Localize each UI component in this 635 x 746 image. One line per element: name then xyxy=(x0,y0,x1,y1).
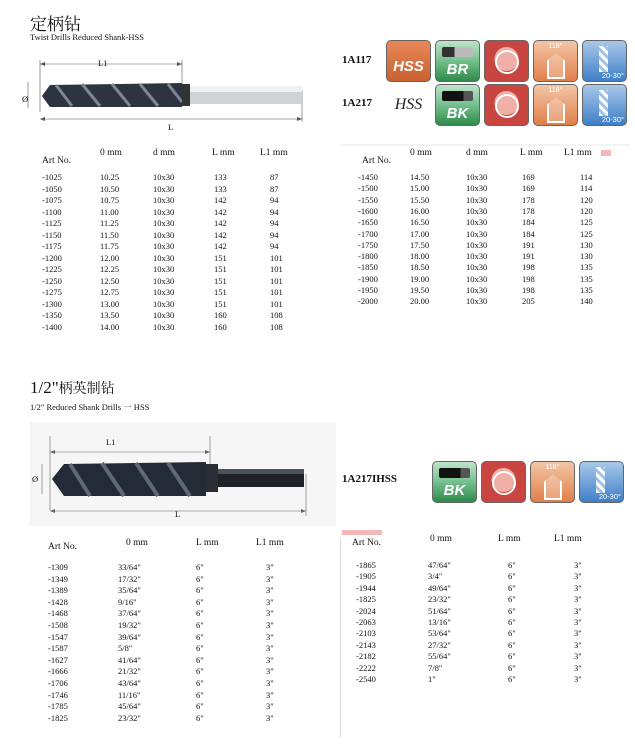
col-header-art-no: Art No. xyxy=(352,538,382,548)
table-cell: -1349 xyxy=(48,573,68,584)
table-cell: 6" xyxy=(508,662,516,673)
table-cell: 10x30 xyxy=(466,251,488,262)
table-cell: 3" xyxy=(266,608,274,619)
table-cell: 140 xyxy=(580,296,593,307)
table-cell: 7/8" xyxy=(428,662,443,673)
table-cell: -1850 xyxy=(358,262,378,273)
section1-subtitle: Twist Drills Reduced Shank-HSS xyxy=(30,32,144,42)
table-cell: -1450 xyxy=(358,172,378,182)
table-cell: 11.75 xyxy=(100,241,119,251)
table-cell: 6" xyxy=(508,582,516,593)
point-angle-icon: 118° xyxy=(533,40,578,82)
table-cell: 6" xyxy=(196,620,204,630)
table-cell: 6" xyxy=(508,560,516,570)
table-cell: 19/32" xyxy=(118,620,141,630)
table-cell: 114 xyxy=(580,183,593,194)
table-cell: 9/16" xyxy=(118,596,137,607)
table-cell: 6" xyxy=(508,594,516,605)
table-cell: 23/32" xyxy=(428,594,451,605)
table-cell: 169 xyxy=(522,172,535,182)
table-cell: 10x30 xyxy=(466,183,488,194)
dim-label-l1: L1 xyxy=(106,437,116,447)
table-cell: 10x30 xyxy=(153,252,175,263)
table-cell: 205 xyxy=(522,296,535,307)
table-cell: 11.00 xyxy=(100,206,119,217)
table-cell: 3" xyxy=(266,666,274,677)
section2-title xyxy=(30,378,115,398)
table-cell: 101 xyxy=(270,264,283,274)
dim-label-l1: L1 xyxy=(98,58,108,68)
table-cell: -1600 xyxy=(358,205,378,216)
table-cell: -2540 xyxy=(356,674,376,684)
size-table-inch-left xyxy=(46,536,326,736)
point-angle-icon: 118° xyxy=(530,461,575,503)
section1-title: 定柄钻 xyxy=(30,15,81,34)
table-cell: 20.00 xyxy=(410,296,430,307)
table-cell: 10x30 xyxy=(466,262,488,273)
table-cell: 3" xyxy=(266,562,274,572)
table-cell: -1468 xyxy=(48,608,68,619)
table-cell: -1389 xyxy=(48,585,68,596)
table-cell: -1650 xyxy=(358,217,378,228)
table-cell: 3" xyxy=(574,571,582,582)
property-tiles-row1 xyxy=(386,40,627,82)
table-cell: 12.75 xyxy=(100,287,120,297)
table-cell: -1500 xyxy=(358,183,378,194)
black-finish-icon: BK xyxy=(435,84,480,126)
table-cell: -1700 xyxy=(358,228,378,239)
table-cell: 10x30 xyxy=(153,275,175,286)
table-cell: 184 xyxy=(522,228,535,239)
table-cell: 55/64" xyxy=(428,651,451,662)
col-header-length: L mm xyxy=(498,534,521,544)
table-cell: 120 xyxy=(580,194,593,205)
table-cell: 6" xyxy=(508,651,516,662)
table-cell: 160 xyxy=(214,321,227,332)
col-header-art-no: Art No. xyxy=(362,156,392,166)
table-cell: 87 xyxy=(270,183,279,194)
table-cell: 12.00 xyxy=(100,252,120,263)
col-header-diameter: 0 mm xyxy=(126,538,148,548)
helix-angle-icon: 20-30° xyxy=(579,461,624,503)
table-cell: -2103 xyxy=(356,628,376,639)
col-header-length: L mm xyxy=(520,148,543,158)
table-cell: 10x30 xyxy=(153,287,175,297)
table-cell: 151 xyxy=(214,275,227,286)
helix-angle-icon: 20-30° xyxy=(582,84,627,126)
table-cell: 17.50 xyxy=(410,239,430,250)
table-cell: 3" xyxy=(574,662,582,673)
table-cell: 94 xyxy=(270,241,279,251)
table-cell: 101 xyxy=(270,252,283,263)
table-cell: 3" xyxy=(574,617,582,627)
table-cell: 10x30 xyxy=(153,310,175,320)
table-cell: 6" xyxy=(196,701,204,712)
table-cell: 3" xyxy=(574,674,582,684)
table-cell: 21/32" xyxy=(118,666,141,677)
table-cell: 19.00 xyxy=(410,273,430,284)
dim-label-l: L xyxy=(175,509,181,519)
table-cell: 11.50 xyxy=(100,229,119,240)
table-cell: 6" xyxy=(508,628,516,639)
table-cell: 125 xyxy=(580,217,593,228)
table-cell: 16.00 xyxy=(410,205,430,216)
table-cell: 133 xyxy=(214,183,227,194)
table-cell: 10x30 xyxy=(153,321,175,332)
table-cell: 13.50 xyxy=(100,310,120,320)
col-header-flute-length: L1 mm xyxy=(260,148,288,158)
dim-label-diameter: Ø xyxy=(22,94,29,104)
table-cell: -2024 xyxy=(356,605,376,616)
hss-label-icon: HSS xyxy=(386,84,431,126)
table-cell: 6" xyxy=(196,666,204,677)
table-cell: 178 xyxy=(522,194,535,205)
table-cell: 3" xyxy=(574,628,582,639)
table-cell: 3" xyxy=(574,582,582,593)
table-cell: -1150 xyxy=(42,229,62,240)
table-cell: -1309 xyxy=(48,562,68,572)
table-cell: 198 xyxy=(522,285,535,295)
table-cell: 11.25 xyxy=(100,218,119,228)
table-cell: 10x30 xyxy=(153,298,175,309)
table-cell: 3" xyxy=(266,678,274,688)
table-divider xyxy=(340,538,341,738)
table-cell: 6" xyxy=(508,617,516,627)
table-cell: 3" xyxy=(266,596,274,607)
table-cell: 142 xyxy=(214,218,227,228)
table-cell: 3/4" xyxy=(428,571,443,582)
size-table-metric-right xyxy=(352,148,612,338)
table-cell: 151 xyxy=(214,298,227,309)
col-header-diameter: 0 mm xyxy=(100,148,122,158)
table-cell: 10x30 xyxy=(466,296,488,307)
table-cell: 142 xyxy=(214,195,227,205)
table-cell: 6" xyxy=(196,643,204,654)
table-cell: 198 xyxy=(522,262,535,273)
table-cell: 15.00 xyxy=(410,183,430,194)
table-cell: 10x30 xyxy=(466,228,488,239)
table-cell: 6" xyxy=(508,571,516,582)
table-cell: -1275 xyxy=(42,287,62,297)
black-finish-icon: BK xyxy=(432,461,477,503)
table-cell: -1100 xyxy=(42,206,62,217)
table-cell: 41/64" xyxy=(118,654,141,665)
table-cell: 10x30 xyxy=(466,239,488,250)
table-cell: 49/64" xyxy=(428,582,451,593)
table-cell: 125 xyxy=(580,228,593,239)
table-cell: 5/8" xyxy=(118,643,133,654)
col-header-diameter: 0 mm xyxy=(430,534,452,544)
table-cell: 10x30 xyxy=(466,285,488,295)
table-cell: 6" xyxy=(508,639,516,650)
table-cell: 101 xyxy=(270,298,283,309)
table-cell: 53/64" xyxy=(428,628,451,639)
table-cell: 101 xyxy=(270,275,283,286)
table-cell: -1050 xyxy=(42,183,62,194)
table-cell: 3" xyxy=(574,639,582,650)
table-cell: -1746 xyxy=(48,689,68,700)
col-header-flute-length: L1 mm xyxy=(564,148,592,158)
table-cell: 101 xyxy=(270,287,283,297)
table-cell: -1025 xyxy=(42,172,62,182)
table-cell: 130 xyxy=(580,251,593,262)
table-cell: 108 xyxy=(270,310,283,320)
table-cell: 184 xyxy=(522,217,535,228)
table-cell: 151 xyxy=(214,287,227,297)
drill-strength-icon xyxy=(484,84,529,126)
table-cell: 6" xyxy=(196,712,204,723)
table-cell: 19.50 xyxy=(410,285,430,295)
table-cell: 6" xyxy=(196,596,204,607)
size-table-metric-left xyxy=(40,148,320,348)
table-cell: 3" xyxy=(574,560,582,570)
col-header-length: L mm xyxy=(196,538,219,548)
product-code-1a217: 1A217 xyxy=(342,97,372,109)
table-cell: -1800 xyxy=(358,251,378,262)
table-cell: 151 xyxy=(214,264,227,274)
drill-strength-icon xyxy=(481,461,526,503)
table-cell: -1175 xyxy=(42,241,62,251)
table-cell: 6" xyxy=(196,562,204,572)
table-cell: 6" xyxy=(196,585,204,596)
table-cell: 6" xyxy=(196,689,204,700)
table-cell: 130 xyxy=(580,239,593,250)
section2-subtitle: 1/2" Reduced Shank Drills 一 HSS xyxy=(30,402,150,412)
table-cell: 3" xyxy=(574,651,582,662)
table-cell: -1250 xyxy=(42,275,62,286)
table-cell: 3" xyxy=(266,701,274,712)
table-cell: -1350 xyxy=(42,310,62,320)
table-cell: -1865 xyxy=(356,560,376,570)
table-cell: 120 xyxy=(580,205,593,216)
table-cell: -2182 xyxy=(356,651,376,662)
table-cell: 10x30 xyxy=(153,264,175,274)
table-cell: 1" xyxy=(428,674,436,684)
table-cell: 43/64" xyxy=(118,678,141,688)
col-header-art-no: Art No. xyxy=(42,156,72,166)
table-cell: -1950 xyxy=(358,285,378,295)
dim-label-l: L xyxy=(168,122,174,132)
table-cell: 10x30 xyxy=(153,218,175,228)
table-cell: 10.25 xyxy=(100,172,120,182)
table-cell: 3" xyxy=(266,654,274,665)
table-cell: 23/32" xyxy=(118,712,141,723)
table-cell: 35/64" xyxy=(118,585,141,596)
table-cell: 17/32" xyxy=(118,573,141,584)
table-cell: 178 xyxy=(522,205,535,216)
table-cell: 10x30 xyxy=(153,172,175,182)
table-cell: 10x30 xyxy=(466,205,488,216)
table-cell: 169 xyxy=(522,183,535,194)
table-cell: 39/64" xyxy=(118,631,141,642)
table-cell: 6" xyxy=(508,674,516,684)
table-cell: 142 xyxy=(214,229,227,240)
table-cell: 10x30 xyxy=(153,206,175,217)
table-cell: -1508 xyxy=(48,620,68,630)
table-cell: 10x30 xyxy=(466,217,488,228)
table-cell: 6" xyxy=(196,573,204,584)
table-cell: 18.00 xyxy=(410,251,430,262)
table-cell: 3" xyxy=(266,712,274,723)
table-cell: 10x30 xyxy=(153,241,175,251)
table-cell: 6" xyxy=(196,608,204,619)
table-cell: 3" xyxy=(574,605,582,616)
table-cell: 11/16" xyxy=(118,689,141,700)
table-cell: 3" xyxy=(266,573,274,584)
table-cell: 27/32" xyxy=(428,639,451,650)
product-code-1a217ihss: 1A217IHSS xyxy=(342,473,398,485)
table-cell: 13.00 xyxy=(100,298,120,309)
table-cell: 33/64" xyxy=(118,562,141,572)
table-cell: 135 xyxy=(580,273,593,284)
table-cell: 10x30 xyxy=(153,183,175,194)
size-table-inch-right xyxy=(352,534,622,694)
table-cell: 142 xyxy=(214,206,227,217)
table-cell: 15.50 xyxy=(410,194,430,205)
col-header-flute-length: L1 mm xyxy=(256,538,284,548)
table-cell: 17.00 xyxy=(410,228,430,239)
table-cell: 6" xyxy=(196,631,204,642)
table-cell: 3" xyxy=(266,620,274,630)
col-header-diameter: 0 mm xyxy=(410,148,432,158)
table-cell: 18.50 xyxy=(410,262,430,273)
table-cell: 12.50 xyxy=(100,275,120,286)
table-cell: 135 xyxy=(580,262,593,273)
table-cell: -1944 xyxy=(356,582,376,593)
dim-label-diameter: Ø xyxy=(32,474,39,484)
table-cell: 142 xyxy=(214,241,227,251)
table-cell: -1125 xyxy=(42,218,62,228)
table-cell: 151 xyxy=(214,252,227,263)
table-cell: 10.50 xyxy=(100,183,120,194)
table-cell: 94 xyxy=(270,218,279,228)
table-cell: -1785 xyxy=(48,701,68,712)
table-cell: 3" xyxy=(266,585,274,596)
table-cell: 37/64" xyxy=(118,608,141,619)
point-angle-icon: 118° xyxy=(533,84,578,126)
table-cell: 10x30 xyxy=(153,195,175,205)
table-cell: -1825 xyxy=(48,712,68,723)
table-cell: 14.50 xyxy=(410,172,430,182)
table-cell: -1550 xyxy=(358,194,378,205)
table-cell: 12.25 xyxy=(100,264,120,274)
table-cell: 14.00 xyxy=(100,321,120,332)
table-cell: 45/64" xyxy=(118,701,141,712)
col-header-shank: d mm xyxy=(153,148,175,158)
table-cell: 191 xyxy=(522,239,535,250)
table-cell: 51/64" xyxy=(428,605,451,616)
col-header-length: L mm xyxy=(212,148,235,158)
table-cell: 10x30 xyxy=(466,172,488,182)
table-cell: 133 xyxy=(214,172,227,182)
table-cell: -1627 xyxy=(48,654,68,665)
table-cell: 47/64" xyxy=(428,560,451,570)
table-cell: -2063 xyxy=(356,617,376,627)
table-cell: -1200 xyxy=(42,252,62,263)
property-tiles-row2 xyxy=(386,84,627,126)
table-cell: 10x30 xyxy=(466,273,488,284)
table-cell: -1900 xyxy=(358,273,378,284)
section2-title-cn: 柄英制钻 xyxy=(58,382,115,397)
table-cell: -1400 xyxy=(42,321,62,332)
table-cell: -2000 xyxy=(358,296,378,307)
table-cell: 3" xyxy=(266,631,274,642)
col-header-flute-length: L1 mm xyxy=(554,534,582,544)
table-cell: -1225 xyxy=(42,264,62,274)
hss-material-icon: HSS xyxy=(386,40,431,82)
table-cell: 108 xyxy=(270,321,283,332)
table-cell: 114 xyxy=(580,172,593,182)
property-tiles-row3 xyxy=(432,461,624,503)
table-cell: -1300 xyxy=(42,298,62,309)
table-cell: -1825 xyxy=(356,594,376,605)
table-cell: -2222 xyxy=(356,662,376,673)
table-cell: 191 xyxy=(522,251,535,262)
table-cell: 3" xyxy=(266,643,274,654)
table-cell: 10x30 xyxy=(153,229,175,240)
table-cell: 160 xyxy=(214,310,227,320)
table-cell: 135 xyxy=(580,285,593,295)
table-cell: -1706 xyxy=(48,678,68,688)
col-header-art-no: Art No. xyxy=(48,542,78,552)
table-cell: 3" xyxy=(266,689,274,700)
divider xyxy=(340,144,630,146)
helix-angle-icon: 20-30° xyxy=(582,40,627,82)
table-cell: 16.50 xyxy=(410,217,430,228)
table-cell: 10x30 xyxy=(466,194,488,205)
col-header-shank: d mm xyxy=(466,148,488,158)
table-cell: 94 xyxy=(270,195,279,205)
table-cell: -1750 xyxy=(358,239,378,250)
table-cell: -1666 xyxy=(48,666,68,677)
table-cell: -1905 xyxy=(356,571,376,582)
table-cell: 87 xyxy=(270,172,279,182)
section2-title-prefix: 1/2" xyxy=(30,378,59,397)
table-cell: -2143 xyxy=(356,639,376,650)
drill-strength-icon xyxy=(484,40,529,82)
table-cell: 198 xyxy=(522,273,535,284)
table-cell: -1428 xyxy=(48,596,68,607)
table-cell: -1587 xyxy=(48,643,68,654)
table-cell: 6" xyxy=(196,654,204,665)
table-cell: 3" xyxy=(574,594,582,605)
table-cell: 6" xyxy=(508,605,516,616)
table-cell: 94 xyxy=(270,229,279,240)
table-cell: -1075 xyxy=(42,195,62,205)
table-cell: 10.75 xyxy=(100,195,120,205)
product-code-1a117: 1A117 xyxy=(342,54,372,66)
bright-finish-icon: BR xyxy=(435,40,480,82)
table-cell: 6" xyxy=(196,678,204,688)
table-cell: 94 xyxy=(270,206,279,217)
table-cell: 13/16" xyxy=(428,617,451,627)
table-cell: -1547 xyxy=(48,631,68,642)
